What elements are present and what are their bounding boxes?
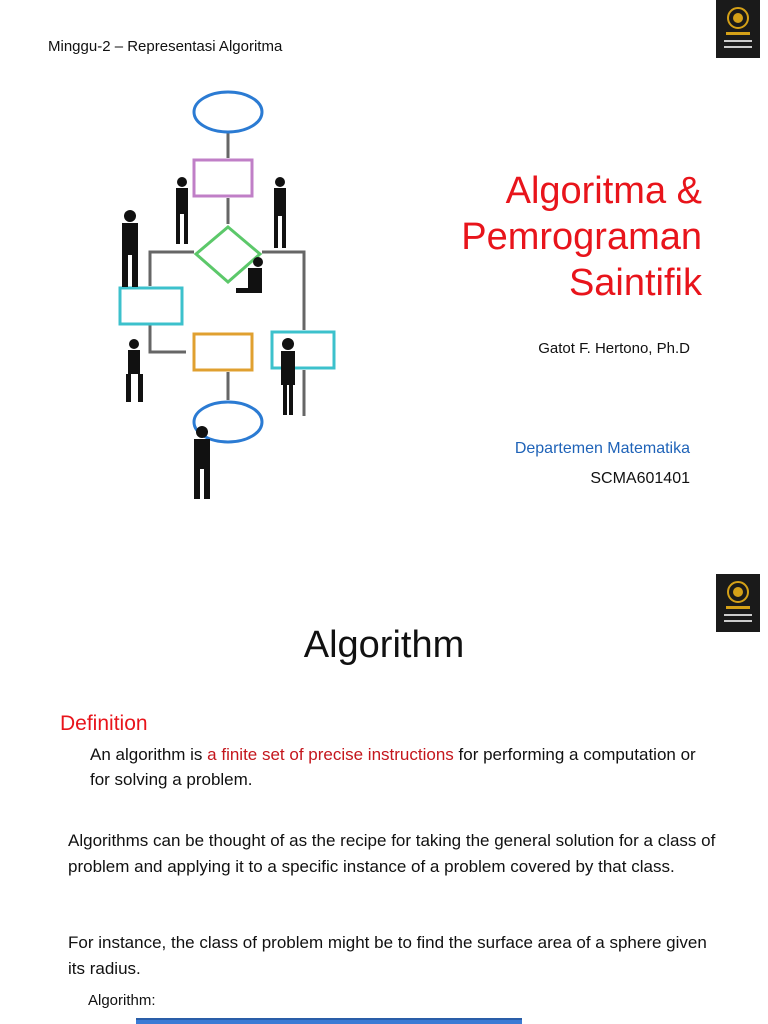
definition-end: for performing a computation or for solving a problem.	[90, 745, 696, 789]
middle-box	[194, 334, 252, 370]
title-line: Algoritma &	[505, 170, 702, 212]
paragraph-example: For instance, the class of problem might be to find the surface area of a sphere given its radius.	[68, 933, 707, 978]
title-line: Pemrograman	[461, 216, 702, 258]
slide-title: Algorithm	[303, 624, 465, 666]
left-box	[120, 288, 182, 324]
algorithm-label: Algorithm:	[88, 992, 156, 1009]
paragraph-recipe: Algorithms can be thought of as the recipe for taking the general solution for a class of problem and applying it to a specific instance of a problem covered by that class.	[68, 831, 716, 876]
author-name: Gatot F. Hertono, Ph.D	[538, 340, 690, 357]
definition-text	[90, 742, 710, 792]
definition-start: An algorithm is	[90, 745, 208, 764]
slide-header: Minggu-2 – Representasi Algoritma	[48, 38, 283, 55]
algorithm-box-top	[136, 1018, 522, 1024]
department-name: Departemen Matematika	[514, 440, 690, 457]
slide-2	[0, 570, 768, 1024]
start-oval	[194, 92, 262, 132]
university-seal-icon	[716, 0, 760, 58]
flowchart-illustration	[108, 82, 348, 502]
course-code: SCMA601401	[590, 470, 690, 487]
presentation-title	[382, 168, 702, 306]
process-box	[194, 160, 252, 196]
definition-heading: Definition	[60, 712, 148, 735]
university-logo	[716, 0, 760, 58]
definition-highlight: a finite set of precise instructions	[207, 745, 454, 764]
title-line: Saintifik	[568, 262, 702, 304]
